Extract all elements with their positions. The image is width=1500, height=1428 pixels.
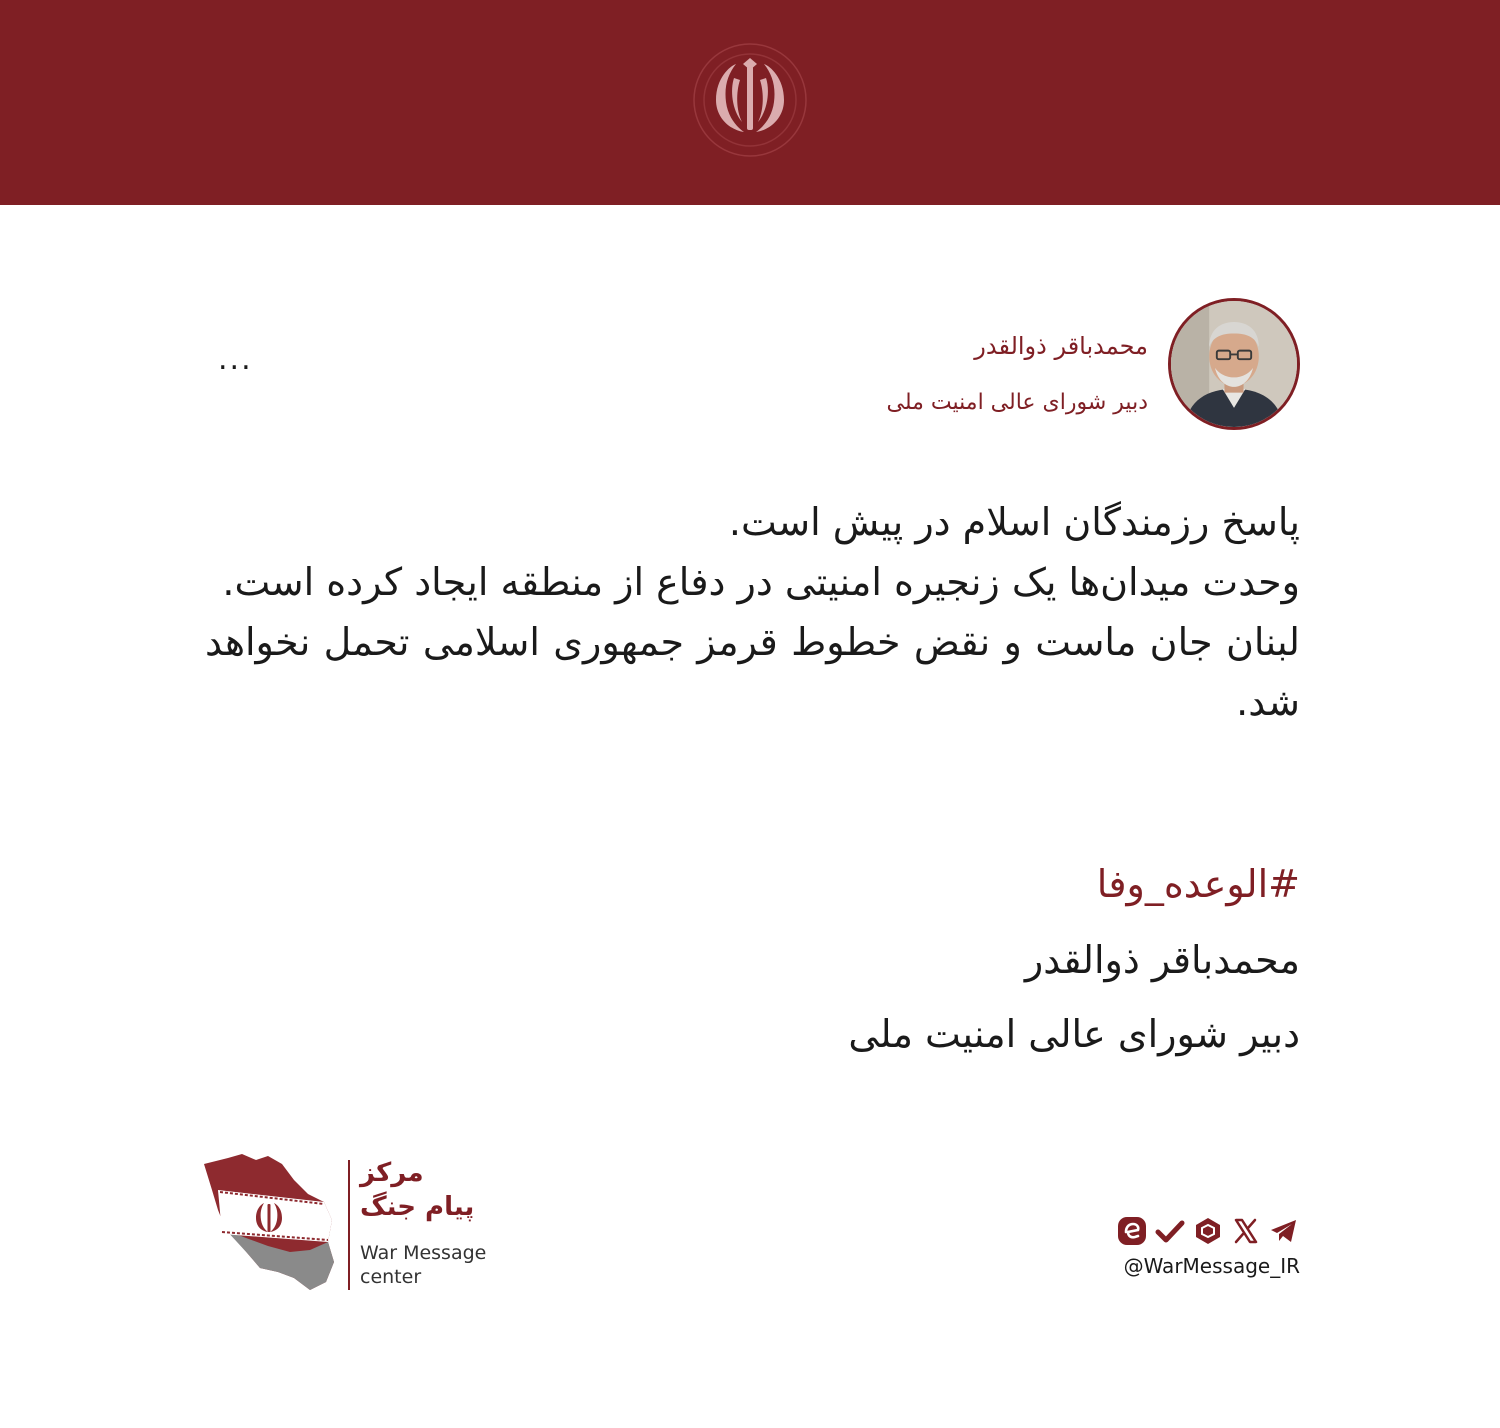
statement-line: وحدت میدان‌ها یک زنجیره امنیتی در دفاع از منطقه ایجاد کرده است. xyxy=(222,560,1300,604)
bale-icon[interactable] xyxy=(1154,1215,1186,1247)
author-role: دبیر شورای عالی امنیت ملی xyxy=(886,390,1148,415)
iran-map-icon xyxy=(198,1150,338,1295)
statement-line: پاسخ رزمندگان اسلام در پیش است. xyxy=(728,500,1300,544)
x-icon[interactable] xyxy=(1230,1215,1262,1247)
social-handle[interactable]: @WarMessage_IR xyxy=(1123,1254,1300,1278)
social-links xyxy=(1080,1214,1300,1284)
brand-divider xyxy=(348,1160,350,1290)
telegram-icon[interactable] xyxy=(1268,1215,1300,1247)
brand-name-en-line1: War Message xyxy=(360,1242,487,1264)
brand-logo xyxy=(198,1150,498,1300)
author-name: محمدباقر ذوالقدر xyxy=(974,332,1148,360)
header-band xyxy=(0,0,1500,205)
statement-body xyxy=(205,492,1300,732)
brand-name-fa-line1: مرکز xyxy=(360,1158,424,1188)
statement-line: لبنان جان ماست و نقض خطوط قرمز جمهوری اسلامی تحمل نخواهد شد. xyxy=(205,620,1300,724)
author-block xyxy=(700,298,1300,438)
rubika-icon[interactable] xyxy=(1192,1215,1224,1247)
eitaa-icon[interactable] xyxy=(1116,1215,1148,1247)
social-icons-row xyxy=(1116,1214,1300,1248)
hashtag-link[interactable]: #الوعده_وفا xyxy=(1096,862,1300,906)
signature-role: دبیر شورای عالی امنیت ملی xyxy=(848,1012,1300,1056)
signature-name: محمدباقر ذوالقدر xyxy=(1024,938,1300,982)
brand-name-fa-line2: پیام جنگ xyxy=(360,1192,475,1222)
avatar xyxy=(1168,298,1300,430)
more-options-indicator[interactable]: ... xyxy=(218,342,253,377)
emblem-icon xyxy=(686,40,814,160)
brand-name-en-line2: center xyxy=(360,1266,422,1288)
